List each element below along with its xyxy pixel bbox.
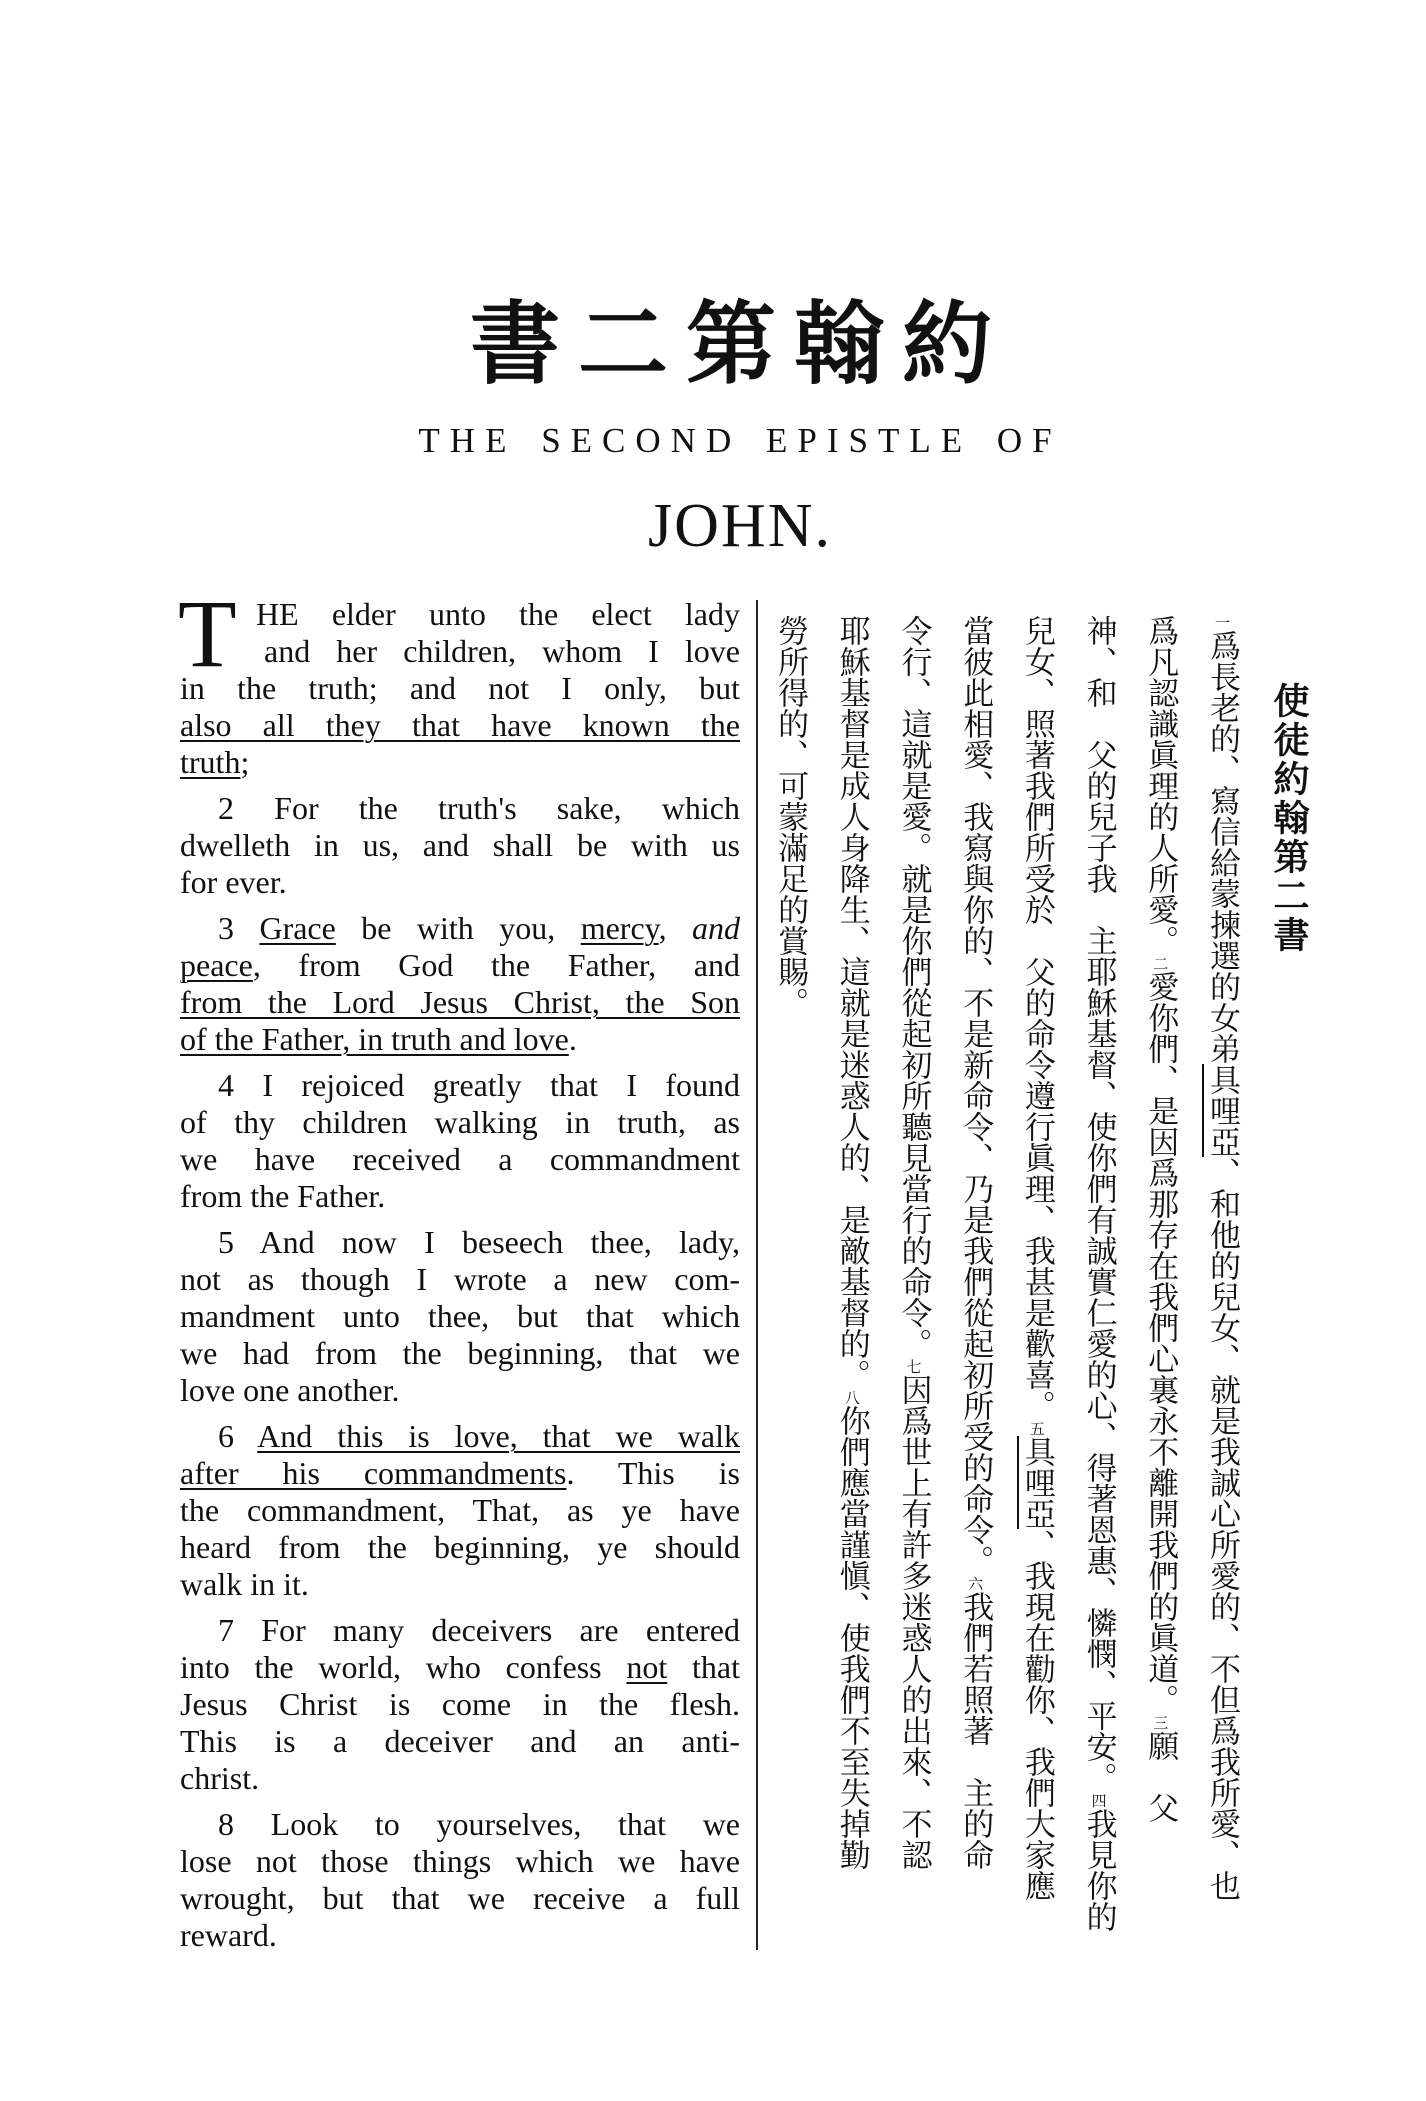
- chinese-text-column: [955, 615, 995, 1955]
- text-line: [180, 1843, 740, 1880]
- verse-number: 一: [1213, 615, 1231, 630]
- line-text: ,: [658, 910, 693, 946]
- line-text: 3: [218, 910, 260, 946]
- line-text: heard from the beginning, ye should: [180, 1529, 740, 1565]
- text-line: [180, 1067, 740, 1104]
- column-text: 你們應當謹愼、使我們不至失掉勤: [833, 1405, 870, 1870]
- column-text: 兒女、照著我們所受於 父的命令遵行眞理、我甚是歡喜。: [1018, 615, 1055, 1421]
- column-text: 、我現在勸你、我們大家應: [1018, 1529, 1055, 1901]
- column-text: 我們若照著 主的命: [957, 1591, 994, 1870]
- column-text: 因爲世上有許多迷惑人的出來、不認: [895, 1374, 932, 1870]
- text-line: [180, 1566, 740, 1603]
- proper-name-marked: 具哩亞: [1018, 1436, 1055, 1529]
- proper-name-marked: 具哩亞: [1204, 1064, 1240, 1157]
- verse-paragraph: [180, 910, 740, 1058]
- verse-paragraph: [180, 1806, 740, 1954]
- underlined-text: not: [626, 1649, 668, 1685]
- line-text: ;: [240, 744, 250, 780]
- text-line: [180, 1455, 740, 1492]
- line-text: wrought, but that we receive a full: [180, 1880, 740, 1916]
- text-line: [180, 707, 740, 744]
- line-text: in the truth; and not I only, but: [180, 670, 740, 706]
- text-line: [180, 1335, 740, 1372]
- text-line: [180, 1224, 740, 1261]
- text-line: [180, 633, 740, 670]
- text-line: [180, 1806, 740, 1843]
- text-line: [180, 1649, 740, 1686]
- english-title-name: JOHN.: [648, 492, 832, 560]
- drop-cap: T: [178, 580, 237, 687]
- text-line: [180, 790, 740, 827]
- text-line: [180, 670, 740, 707]
- column-text: 願 父: [1142, 1730, 1179, 1823]
- text-line: [180, 1104, 740, 1141]
- line-text: that: [667, 1649, 740, 1685]
- text-line: [180, 1372, 740, 1409]
- text-line: [180, 1917, 740, 1954]
- text-line: [180, 596, 740, 633]
- underlined-text: after his commandments: [180, 1455, 567, 1491]
- line-text: and her children, whom I love: [264, 633, 740, 669]
- text-line: [180, 1492, 740, 1529]
- text-line: [180, 1141, 740, 1178]
- line-text: . This is: [566, 1455, 740, 1491]
- text-line: [180, 744, 740, 781]
- verse-number: 四: [1089, 1793, 1108, 1808]
- line-text: be with you,: [335, 910, 581, 946]
- underlined-text: mercy: [580, 910, 659, 946]
- verse-number: 三: [1151, 1715, 1170, 1730]
- line-text: the commandment, That, as ye have: [180, 1492, 740, 1528]
- column-text: 神、和 父的兒子我 主耶穌基督、使你們有誠實仁愛的心、得著恩惠、憐憫、平安。: [1080, 615, 1117, 1793]
- column-text: 愛你們、是因爲那存在我們心裏永不離開我們的眞道。: [1142, 971, 1179, 1715]
- text-line: [180, 1178, 740, 1215]
- verse-number: 五: [1027, 1421, 1046, 1436]
- line-text: reward.: [180, 1917, 277, 1953]
- underlined-text: And this is love, that we walk: [257, 1418, 740, 1454]
- text-line: [180, 910, 740, 947]
- line-text: mandment unto thee, but that which: [180, 1298, 740, 1334]
- text-line: [180, 1723, 740, 1760]
- text-line: [180, 1880, 740, 1917]
- chinese-book-title: 約翰第二書: [470, 291, 1010, 397]
- line-text: into the world, who confess: [180, 1649, 627, 1685]
- line-text: not as though I wrote a new com-: [180, 1261, 740, 1297]
- column-text: 耶穌基督是成人身降生、這就是迷惑人的、是敵基督的。: [833, 615, 870, 1390]
- chinese-text-column: [1140, 615, 1180, 1955]
- column-text: 勞所得的、可蒙滿足的賞賜。: [772, 615, 809, 1018]
- line-text: This is a deceiver and an anti-: [180, 1723, 740, 1759]
- english-title-line: THE SECOND EPISTLE OF: [418, 421, 1062, 460]
- line-text: , from God the Father, and: [252, 947, 740, 983]
- line-text: from the Father.: [180, 1178, 386, 1214]
- verse-paragraph: [180, 596, 740, 781]
- verse-paragraph: [180, 1067, 740, 1215]
- line-text: lose not those things which we have: [180, 1843, 740, 1879]
- line-text: for ever.: [180, 864, 287, 900]
- line-text: HE elder unto the elect lady: [256, 596, 740, 632]
- text-line: [180, 1686, 740, 1723]
- line-text: Jesus Christ is come in the flesh.: [180, 1686, 740, 1722]
- line-text: 2 For the truth's sake, which: [218, 790, 740, 826]
- line-text: 7 For many deceivers are entered: [218, 1612, 740, 1648]
- text-line: [180, 1760, 740, 1797]
- line-text: we have received a commandment: [180, 1141, 740, 1177]
- verse-number: 八: [842, 1390, 861, 1405]
- underlined-text: Grace: [259, 910, 336, 946]
- chinese-text-column: [770, 615, 810, 1955]
- column-text: 爲凡認識眞理的人所愛。: [1142, 615, 1179, 956]
- text-line: [180, 1298, 740, 1335]
- column-text: 、和他的兒女、就是我誠心所愛的、不但爲我所愛、也: [1204, 1157, 1240, 1901]
- underlined-text: truth: [180, 744, 241, 780]
- verse-paragraph: [180, 1224, 740, 1409]
- underlined-text: of the Father, in truth and love: [180, 1021, 569, 1057]
- verse-number: 七: [904, 1359, 923, 1374]
- line-text: love one another.: [180, 1372, 400, 1408]
- verse-number: 二: [1151, 956, 1170, 971]
- column-text: 爲長老的、寫信給蒙揀選的女弟: [1204, 630, 1240, 1064]
- english-text-column: [178, 580, 740, 1954]
- verse-paragraph: [180, 1418, 740, 1603]
- line-text: 5 And now I beseech thee, lady,: [218, 1224, 740, 1260]
- line-text: 4 I rejoiced greatly that I found: [218, 1067, 740, 1103]
- underlined-text: peace: [180, 947, 253, 983]
- verse-paragraph: [180, 1612, 740, 1797]
- chinese-text-column: [894, 615, 934, 1955]
- column-divider: [756, 600, 758, 1950]
- chinese-text-column: [1017, 615, 1057, 1955]
- line-text: of thy children walking in truth, as: [180, 1104, 740, 1140]
- verse-paragraph: [180, 790, 740, 901]
- line-text: walk in it.: [180, 1566, 309, 1602]
- text-line: [180, 864, 740, 901]
- line-text: christ.: [180, 1760, 260, 1796]
- line-text: 6: [218, 1418, 258, 1454]
- verse-number: 六: [966, 1576, 985, 1591]
- column-text: 我見你的: [1080, 1808, 1117, 1932]
- text-line: [180, 1021, 740, 1058]
- text-line: [180, 1261, 740, 1298]
- text-line: [180, 1418, 740, 1455]
- underlined-text: from the Lord Jesus Christ, the Son: [180, 984, 740, 1020]
- chinese-text-column: [1079, 615, 1119, 1955]
- text-line: [180, 947, 740, 984]
- line-text: dwelleth in us, and shall be with us: [180, 827, 740, 863]
- chinese-running-header: 使徒約翰第二書: [1268, 682, 1310, 955]
- line-text: we had from the beginning, that we: [180, 1335, 740, 1371]
- line-text: .: [568, 1021, 577, 1057]
- text-line: [180, 1612, 740, 1649]
- text-line: [180, 827, 740, 864]
- chinese-text-column: [832, 615, 872, 1955]
- underlined-text: also all they that have known the: [180, 707, 740, 743]
- text-line: [180, 1529, 740, 1566]
- column-text: 當彼此相愛、我寫與你的、不是新命令、乃是我們從起初所受的命令。: [957, 615, 994, 1576]
- line-text: 8 Look to yourselves, that we: [218, 1806, 740, 1842]
- column-text: 令行、這就是愛。就是你們從起初所聽見當行的命令。: [895, 615, 932, 1359]
- text-line: [180, 984, 740, 1021]
- chinese-text-column: [1202, 615, 1242, 1955]
- italic-text: and: [692, 910, 740, 946]
